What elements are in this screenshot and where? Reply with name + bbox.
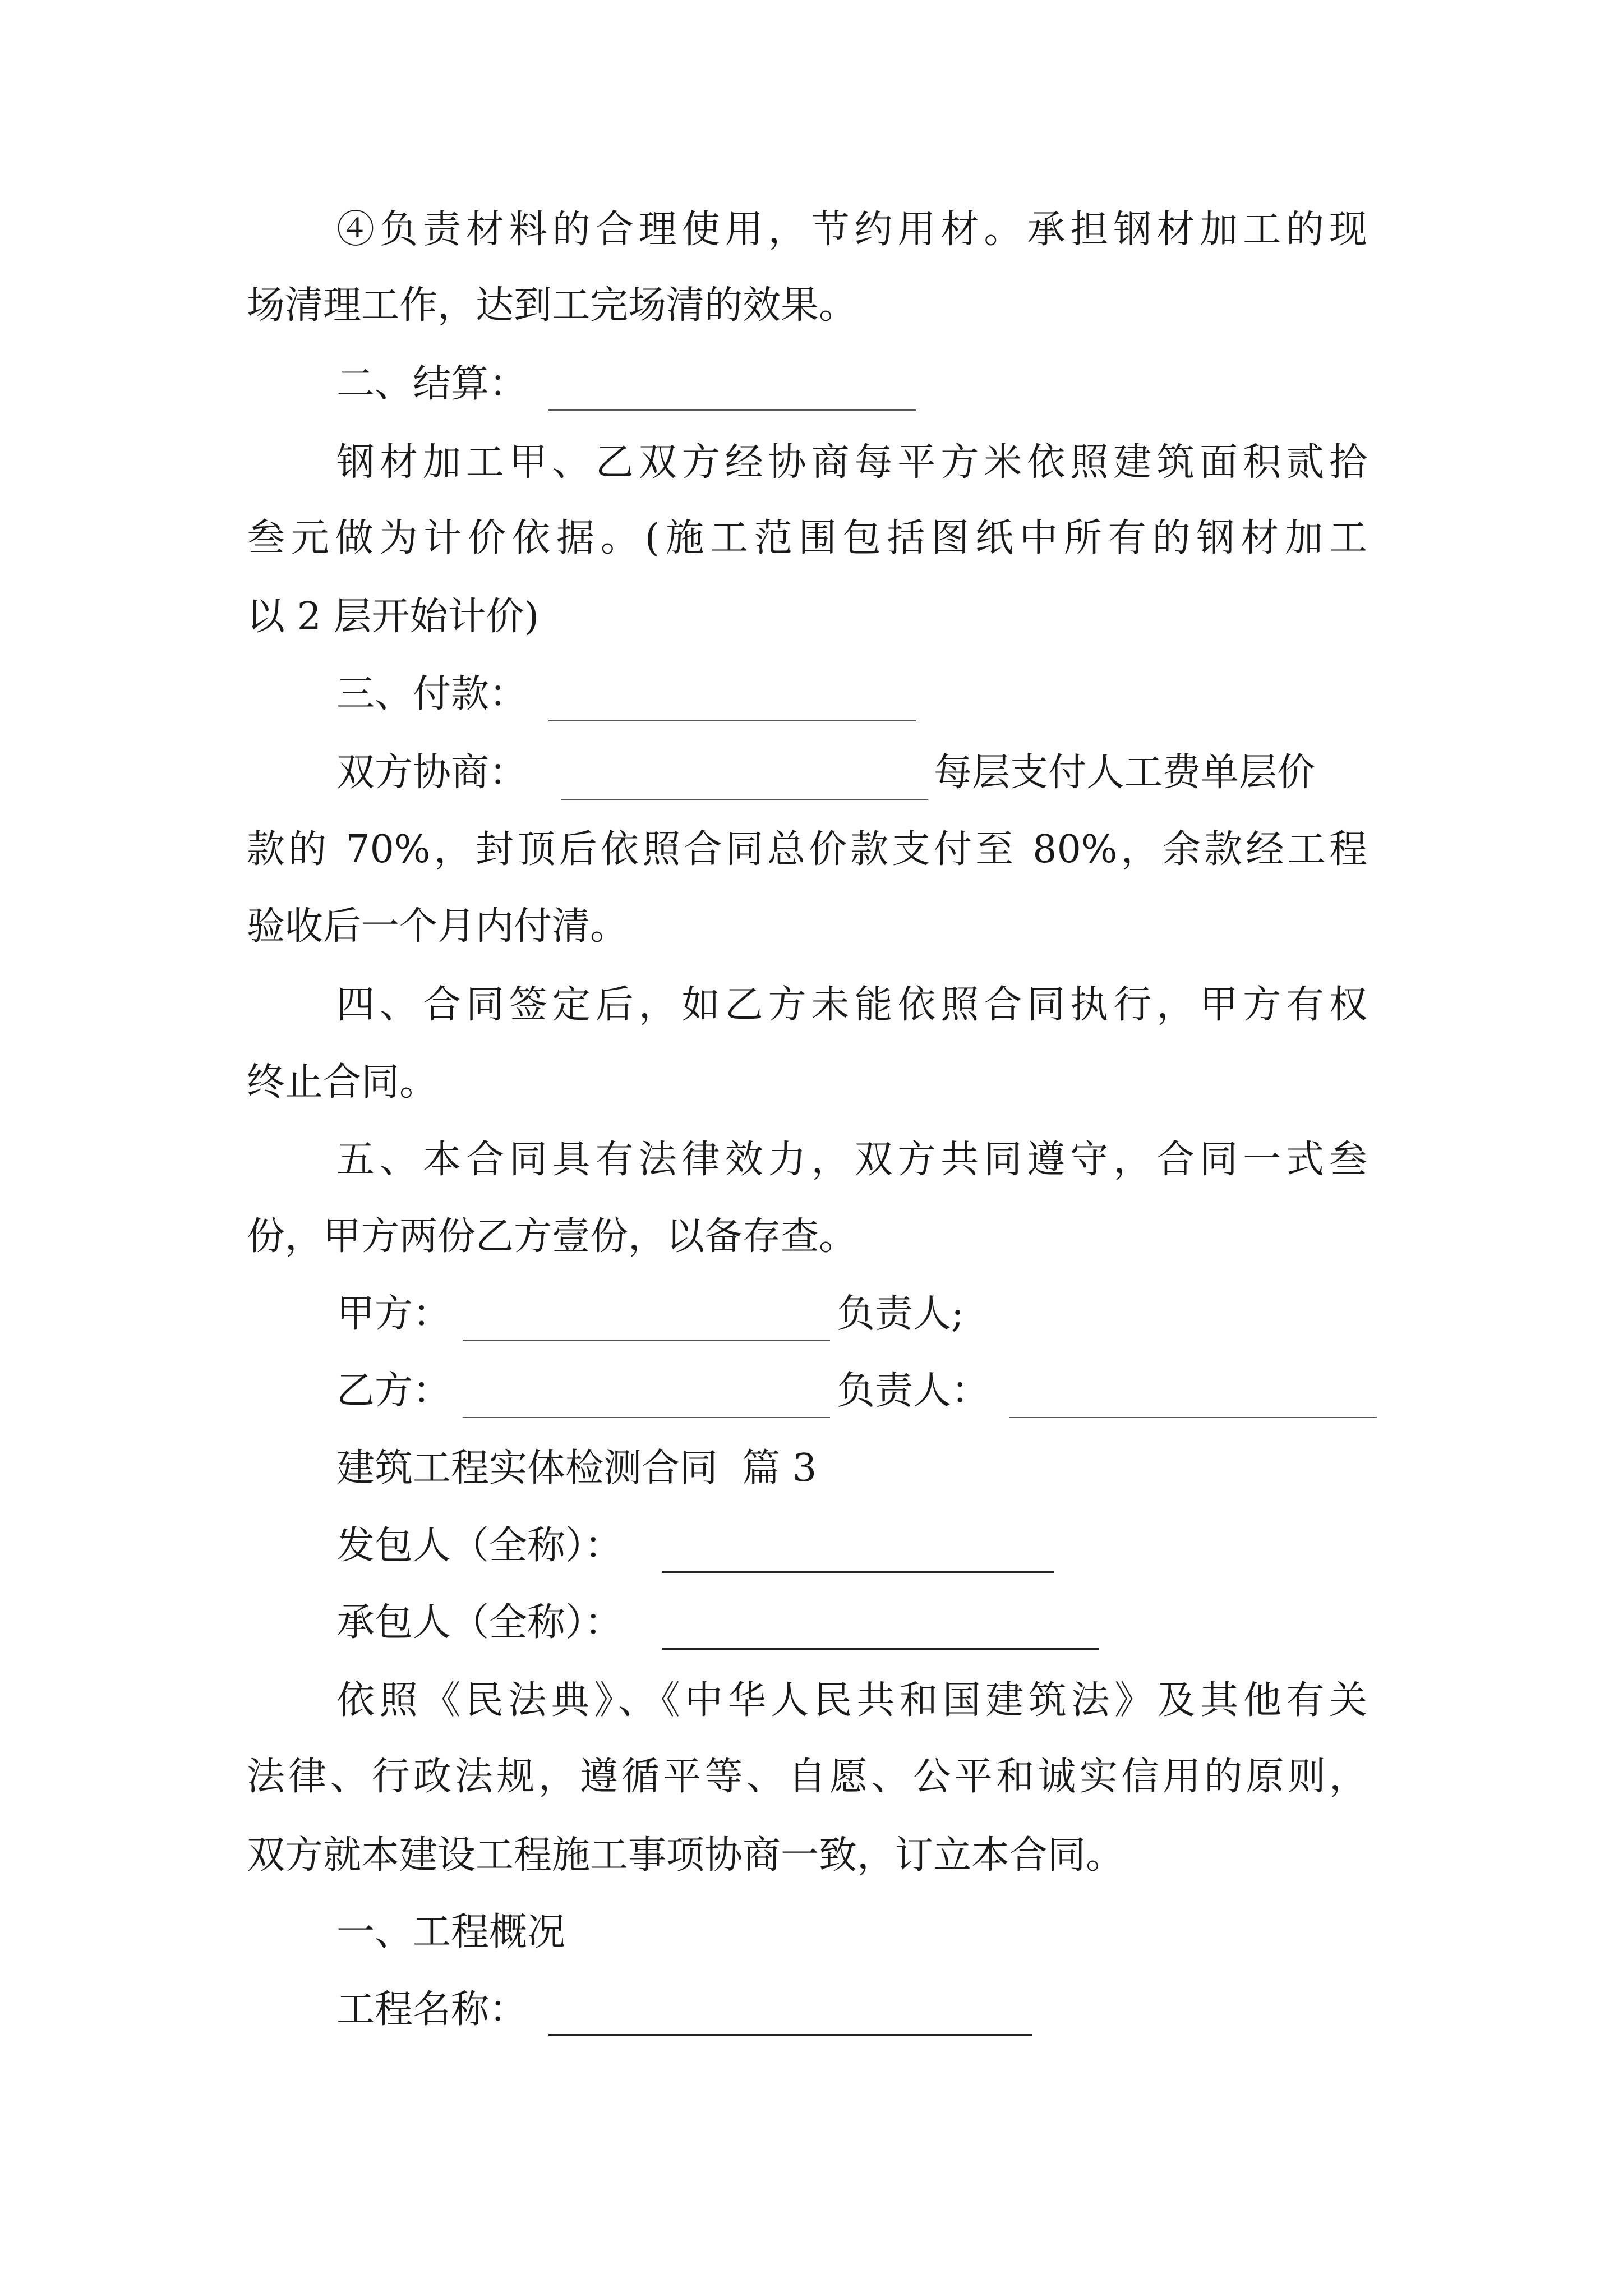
- party-b-responsible-label: 负责人：: [837, 1369, 990, 1413]
- payment-heading: 三、付款：: [336, 672, 528, 716]
- payment-negotiation-prefix: 双方协商：: [336, 751, 528, 795]
- party-b-name-blank[interactable]: [463, 1417, 830, 1418]
- project-name-blank[interactable]: [548, 2034, 1032, 2036]
- clause-four-line-2: 终止合同。: [247, 1060, 438, 1105]
- employer-label: 发包人（全称）：: [336, 1524, 623, 1568]
- payment-negotiation-blank[interactable]: [561, 799, 928, 800]
- settlement-line-1: 钢材加工甲、乙双方经协商每平方米依照建筑面积贰拾: [336, 440, 1367, 485]
- payment-line-2: 款的 70%，封顶后依照合同总价款支付至 80%，余款经工程: [247, 827, 1367, 872]
- basis-line-2: 法律、行政法规，遵循平等、自愿、公平和诚实信用的原则，: [247, 1755, 1367, 1799]
- overview-heading: 一、工程概况: [336, 1910, 566, 1954]
- settlement-blank[interactable]: [548, 409, 916, 411]
- payment-negotiation-suffix: 每层支付人工费单层价: [934, 751, 1316, 795]
- settlement-line-3: 以 2 层开始计价): [247, 595, 540, 639]
- clause-five-line-2: 份，甲方两份乙方壹份，以备存查。: [247, 1214, 857, 1259]
- party-a-name-blank[interactable]: [463, 1340, 830, 1341]
- clause-four-line-1: 四、合同签定后，如乙方未能依照合同执行，甲方有权: [336, 983, 1367, 1027]
- materials-line-1: ④负责材料的合理使用，节约用材。承担钢材加工的现: [336, 208, 1367, 252]
- party-a-responsible-label: 负责人;: [837, 1292, 964, 1336]
- section-title: 建筑工程实体检测合同 篇 3: [336, 1446, 817, 1490]
- project-name-label: 工程名称：: [336, 1987, 528, 2032]
- party-a-label: 甲方：: [336, 1292, 451, 1336]
- materials-line-2: 场清理工作，达到工完场清的效果。: [247, 283, 857, 328]
- clause-five-line-1: 五、本合同具有法律效力，双方共同遵守，合同一式叁: [336, 1138, 1367, 1182]
- basis-line-3: 双方就本建设工程施工事项协商一致，订立本合同。: [247, 1833, 1124, 1878]
- settlement-heading: 二、结算：: [336, 362, 528, 406]
- employer-name-blank[interactable]: [662, 1571, 1054, 1573]
- settlement-line-2: 叁元做为计价依据。(施工范围包括图纸中所有的钢材加工: [247, 516, 1367, 560]
- contractor-name-blank[interactable]: [662, 1648, 1099, 1650]
- basis-line-1: 依照《民法典》、《中华人民共和国建筑法》及其他有关: [336, 1678, 1367, 1723]
- party-b-label: 乙方：: [336, 1369, 451, 1413]
- party-b-responsible-blank[interactable]: [1009, 1417, 1377, 1418]
- payment-line-3: 验收后一个月内付清。: [247, 904, 629, 949]
- contractor-label: 承包人（全称）：: [336, 1600, 623, 1645]
- payment-blank[interactable]: [548, 720, 916, 721]
